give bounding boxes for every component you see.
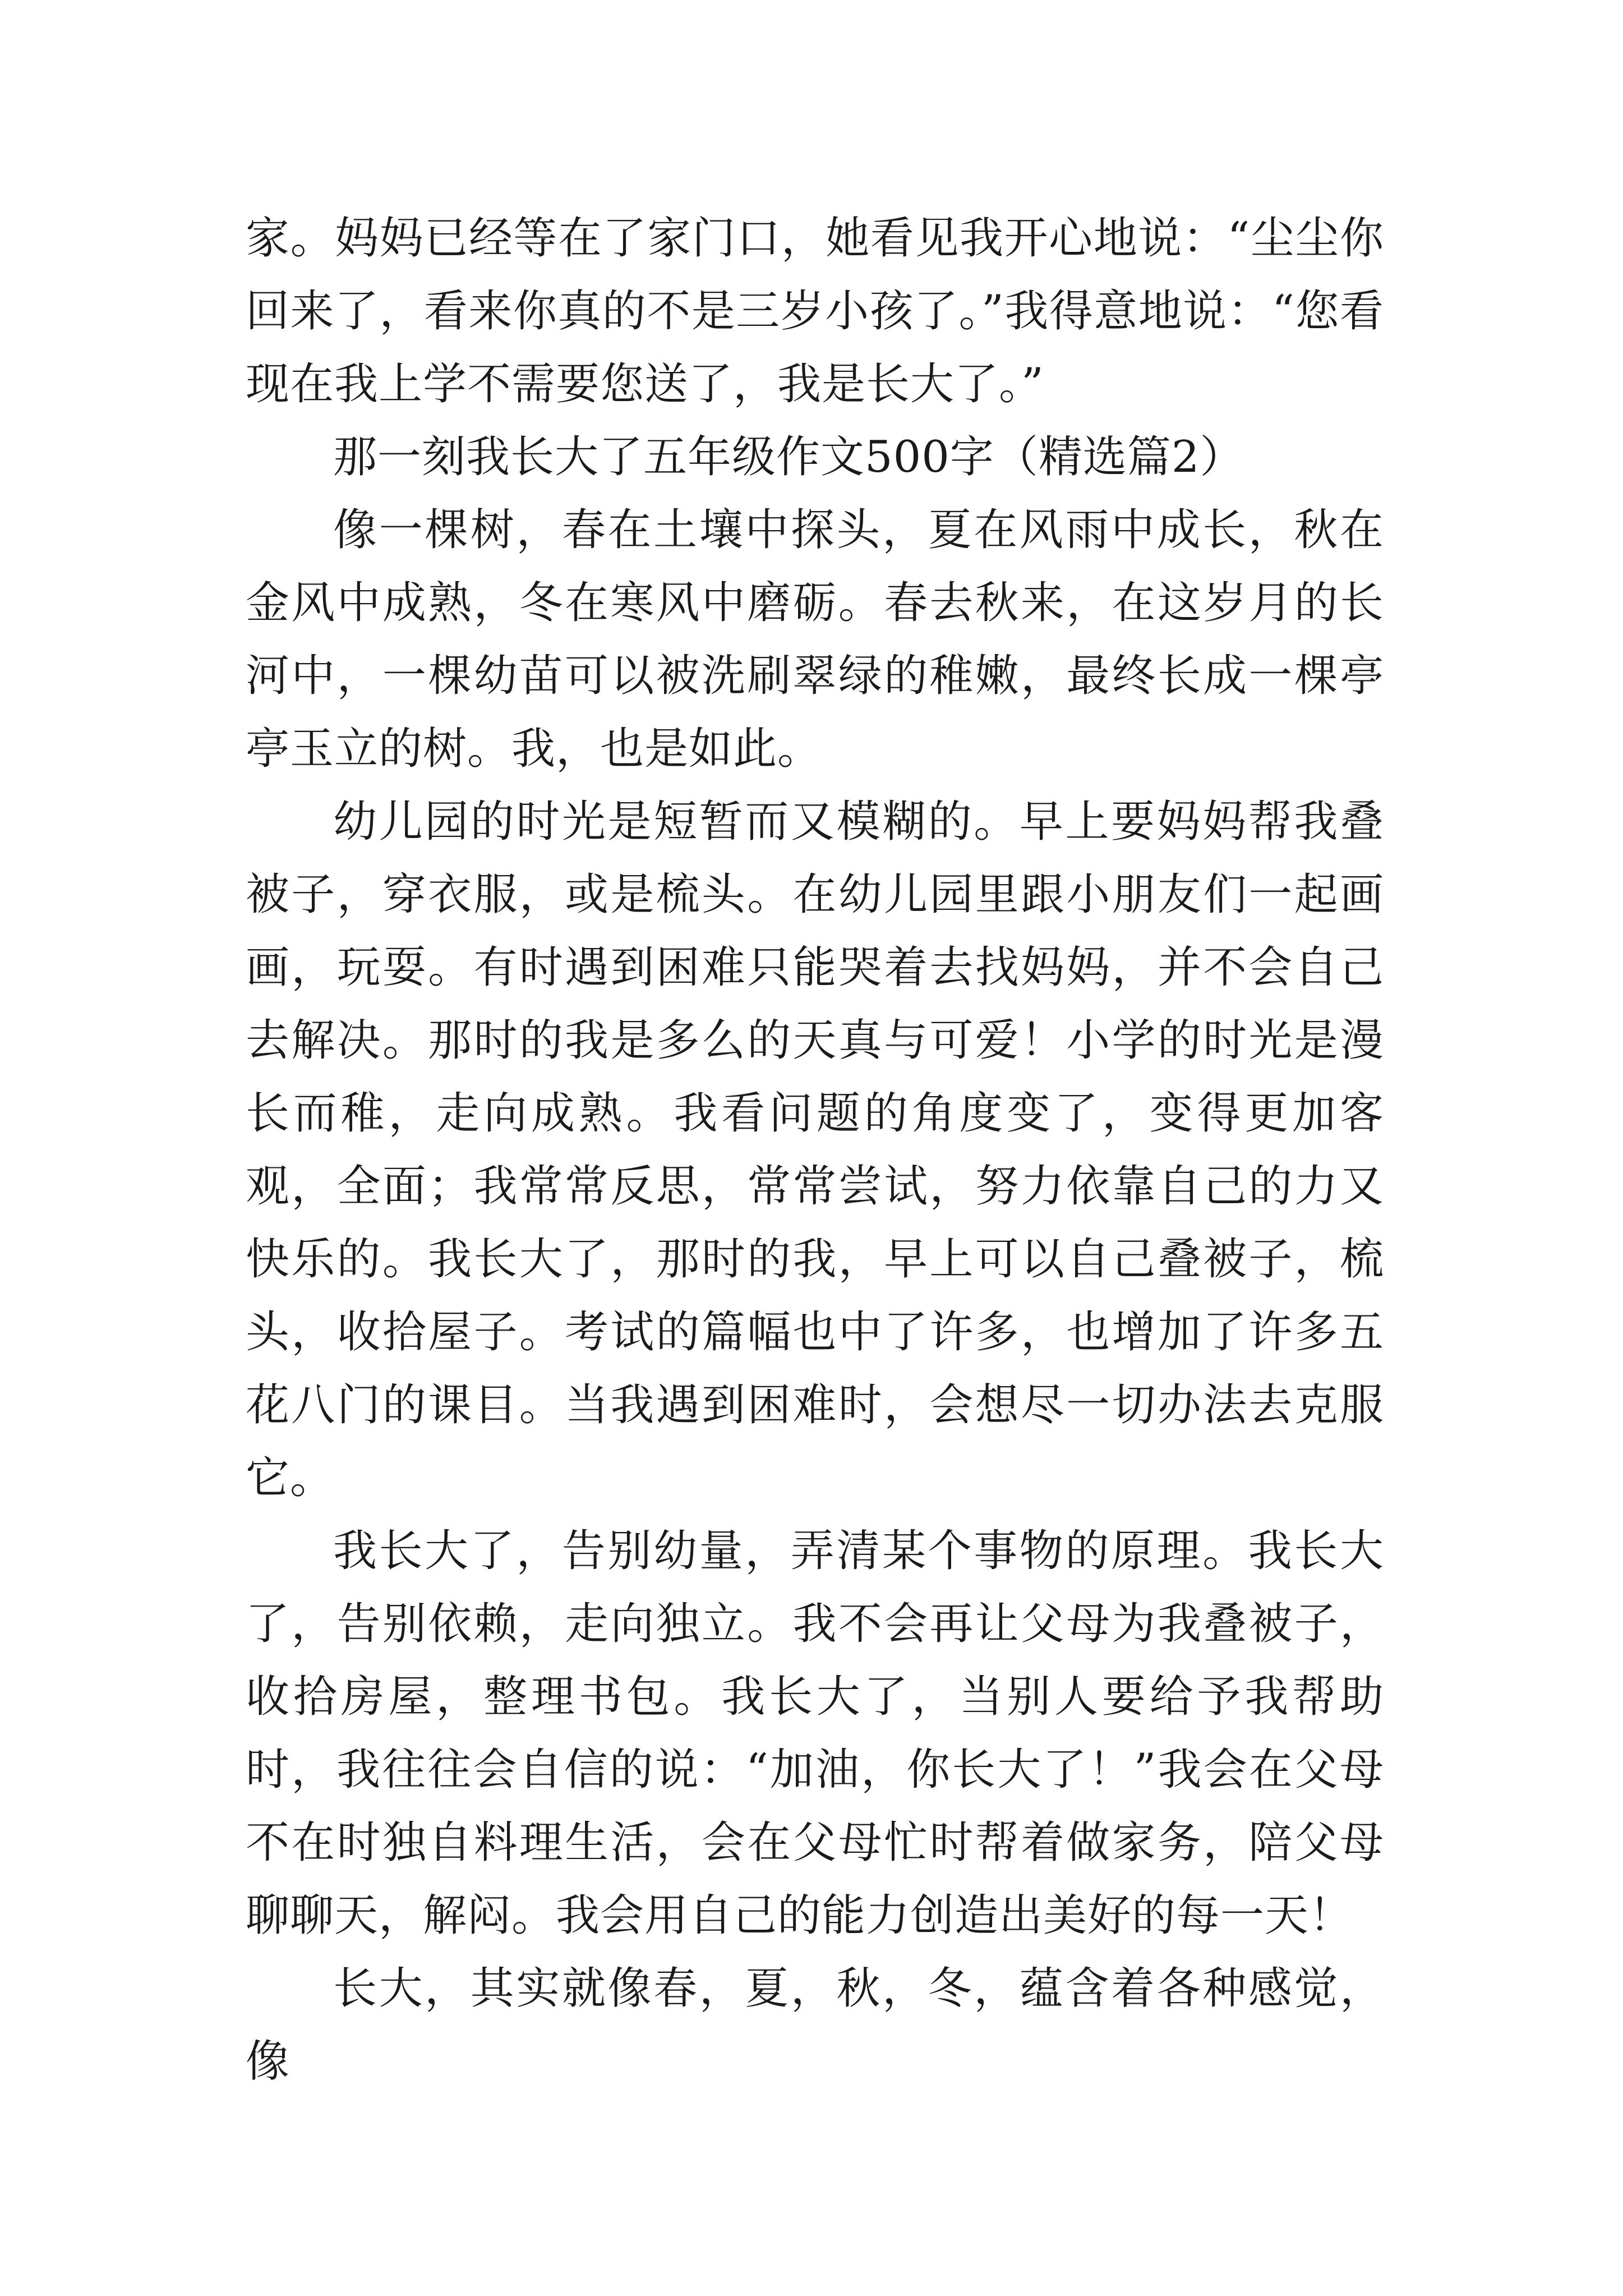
- paragraph: 我长大了，告别幼量，弄清某个事物的原理。我长大了，告别依赖，走向独立。我不会再让父母为我叠被子，收拾房屋，整理书包。我长大了，当别人要给予我帮助时，我往往会自信的说：“加油，你长大了！”我会在父母不在时独自料理生活，会在父母忙时帮着做家务，陪父母聊聊天，解闷。我会用自己的能力创造出美好的每一天！: [246, 1526, 1384, 1941]
- paragraph: 像一棵树，春在土壤中探头，夏在风雨中成长，秋在金风中成熟，冬在寒风中磨砺。春去秋来，在这岁月的长河中，一棵幼苗可以被洗刷翠绿的稚嫩，最终长成一棵亭亭玉立的树。我，也是如此。: [246, 505, 1384, 774]
- paragraph-continuation: 家。妈妈已经等在了家门口，她看见我开心地说：“尘尘你回来了，看来你真的不是三岁小孩了。”我得意地说：“您看现在我上学不需要您送了，我是长大了。”: [246, 213, 1384, 409]
- section-title: 那一刻我长大了五年级作文500字（精选篇2）: [333, 432, 1244, 482]
- paragraph: 幼儿园的时光是短暂而又模糊的。早上要妈妈帮我叠被子，穿衣服，或是梳头。在幼儿园里跟小朋友们一起画画，玩耍。有时遇到困难只能哭着去找妈妈，并不会自己去解决。那时的我是多么的天真与可爱！小学的时光是漫长而稚，走向成熟。我看问题的角度变了，变得更加客观，全面；我常常反思，常常尝试，努力依靠自己的力又快乐的。我长大了，那时的我，早上可以自己叠被子，梳头，收拾屋子。考试的篇幅也中了许多，也增加了许多五花八门的课目。当我遇到困难时，会想尽一切办法去克服它。: [246, 797, 1384, 1503]
- paragraph: 长大，其实就像春，夏，秋，冬，蕴含着各种感觉，像: [246, 1963, 1384, 2087]
- essay-body: [246, 202, 1384, 2098]
